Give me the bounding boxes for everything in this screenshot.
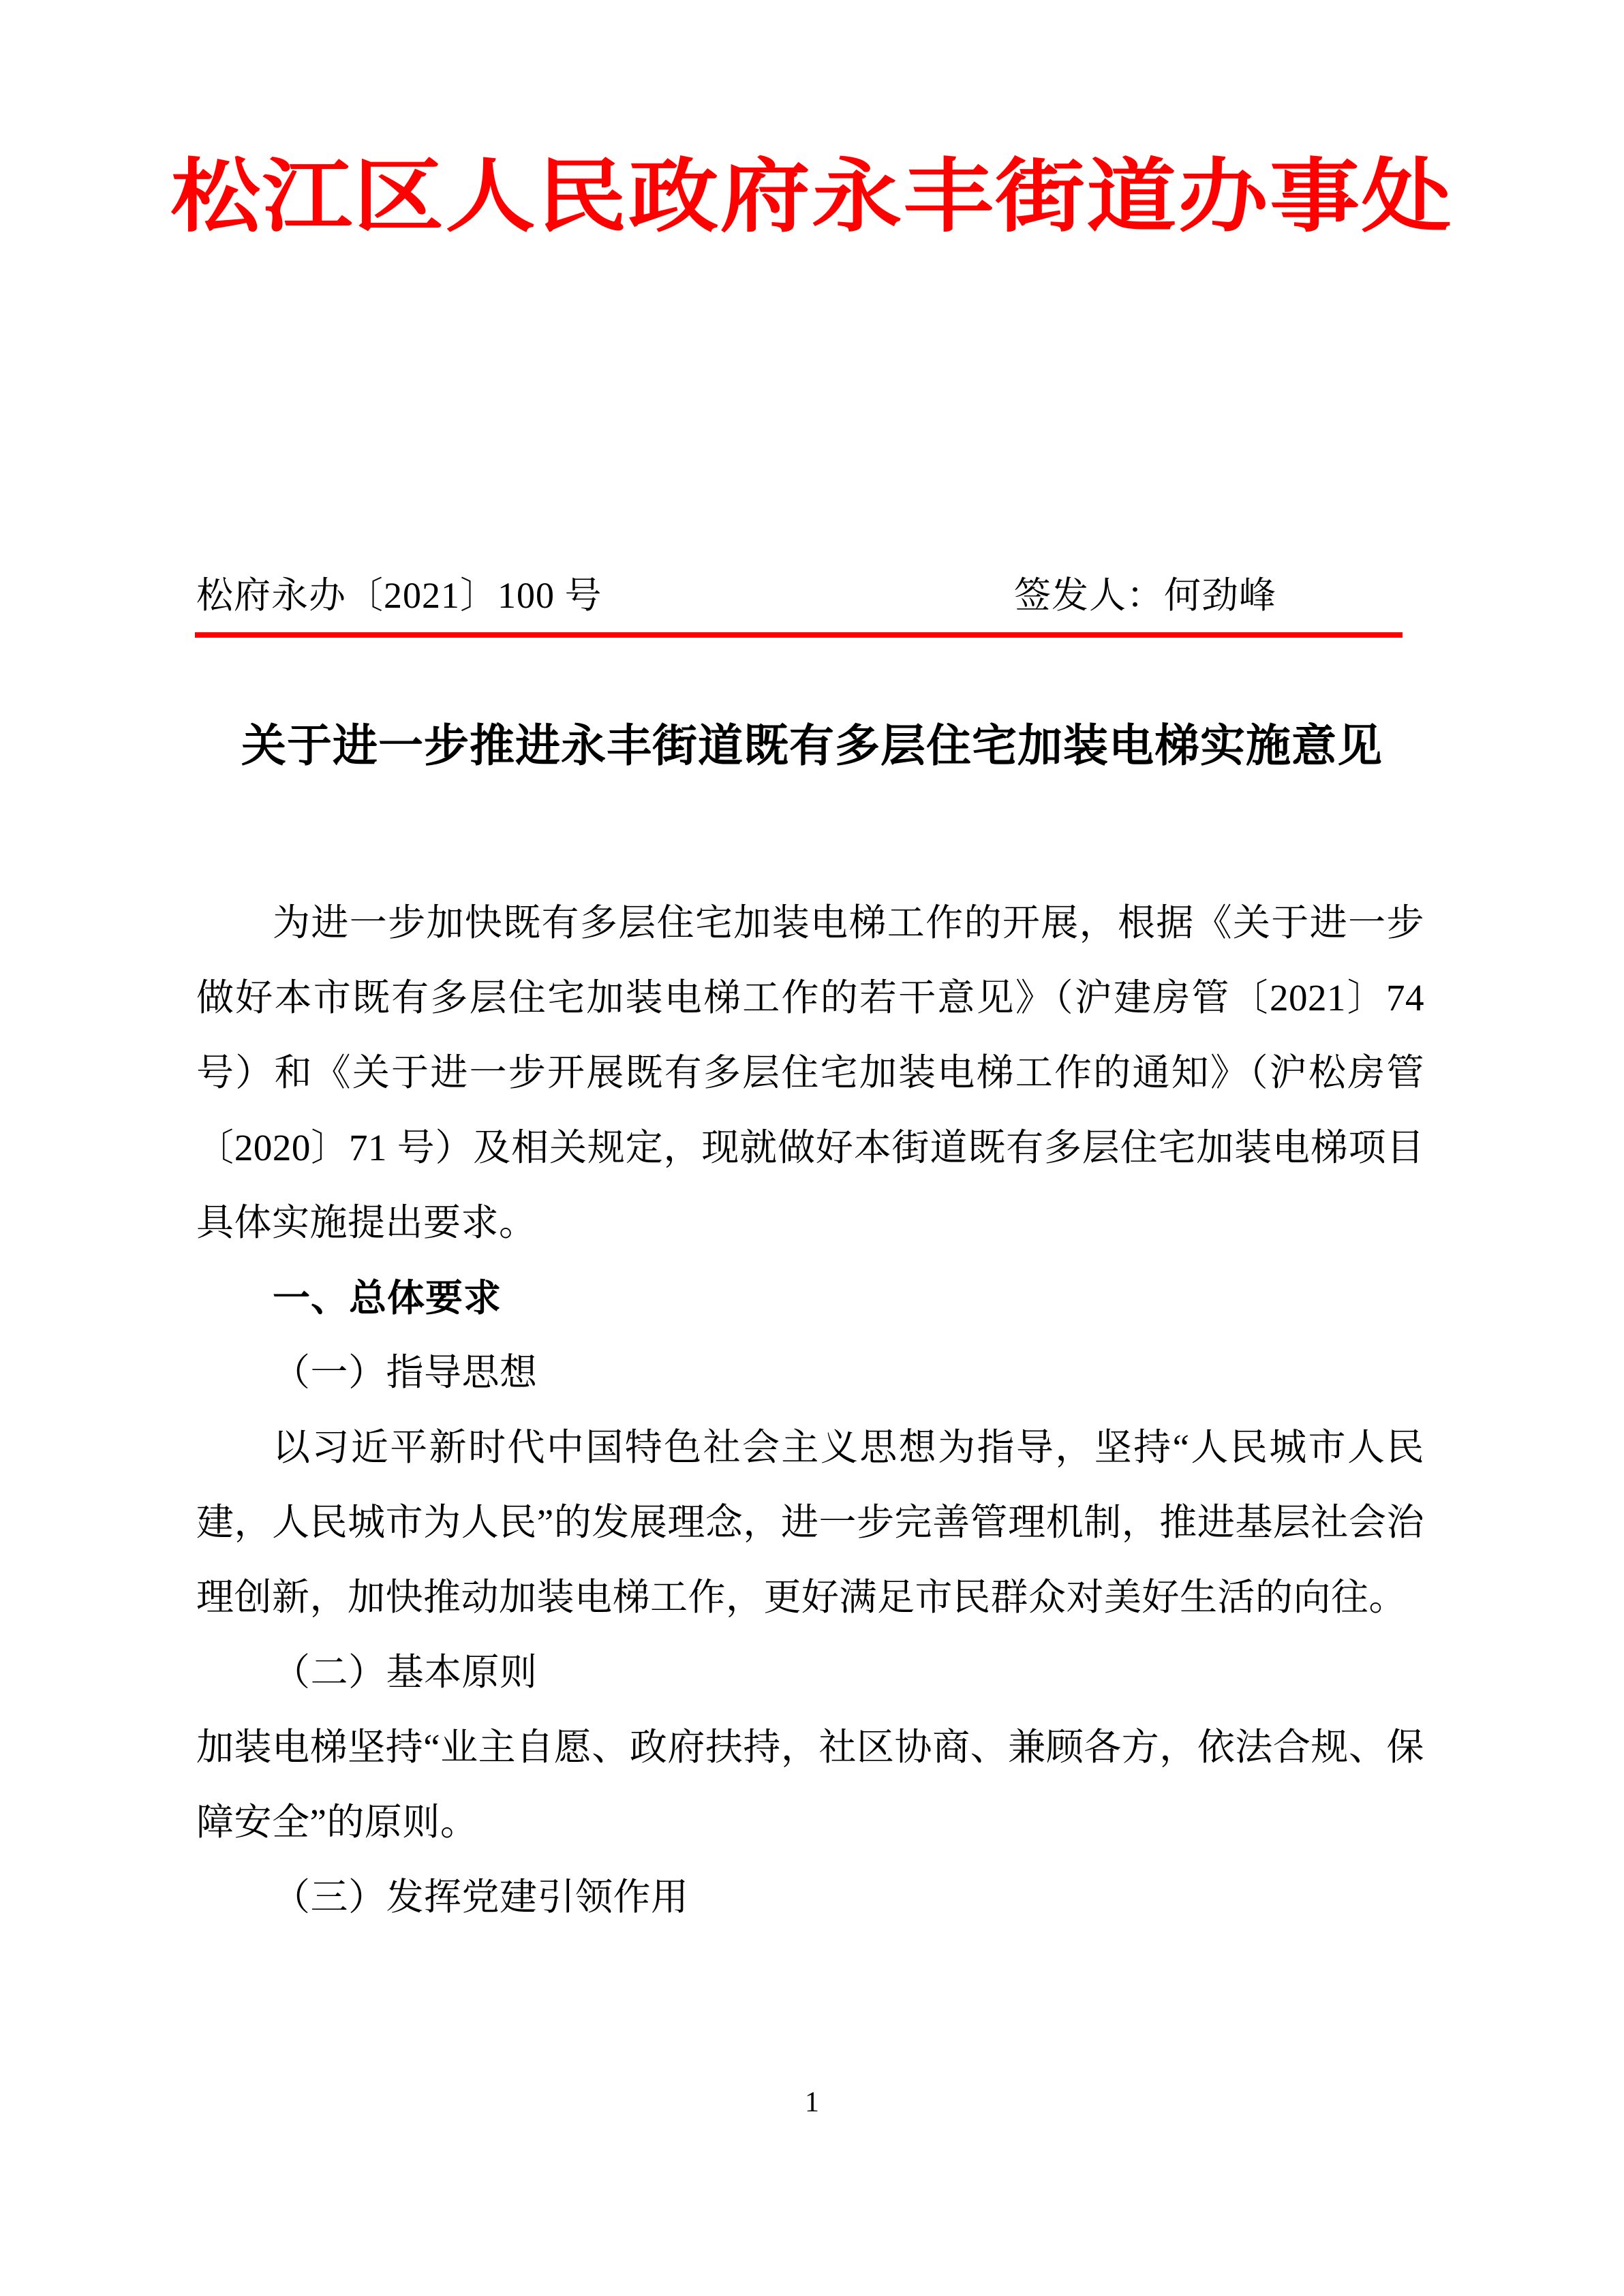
letterhead-organization-title: 松江区人民政府永丰街道办事处 [170, 153, 1454, 242]
page-number: 1 [805, 2087, 819, 2118]
document-body [196, 886, 1424, 1935]
subsection-heading-1-2: （二）基本原则 [273, 1651, 538, 1693]
letterhead [0, 155, 1624, 240]
body-paragraph-3: 加装电梯坚持“业主自愿、政府扶持，社区协商、兼顾各方，依法合规、保障安全”的原则。 [196, 1726, 1424, 1843]
body-paragraph-2: 以习近平新时代中国特色社会主义思想为指导，坚持“人民城市人民建，人民城市为人民”的发展理念，进一步完善管理机制，推进基层社会治理创新，加快推动加装电梯工作，更好满足市民群众对美好生活的向往。 [196, 1427, 1424, 1618]
subsection-heading-1-3: （三）发挥党建引领作用 [273, 1876, 689, 1918]
body-paragraph-1: 为进一步加快既有多层住宅加装电梯工作的开展，根据《关于进一步做好本市既有多层住宅加装电梯工作的若干意见》（沪建房管〔2021〕74 号）和《关于进一步开展既有多层住宅加装电梯工作的通知》（沪松房管〔2020〕71 号）及相关规定，现就做好本街道既有多层住宅加装电梯项目具体实施提出要求。 [196, 902, 1424, 1243]
section-heading-1: 一、总体要求 [273, 1277, 502, 1319]
document-meta-row [196, 571, 1403, 621]
document-signer: 签发人：何劲峰 [1014, 575, 1276, 616]
document-number: 松府永办〔2021〕100 号 [196, 575, 602, 616]
document-title: 关于进一步推进永丰街道既有多层住宅加装电梯实施意见 [241, 722, 1383, 771]
red-separator-rule [195, 632, 1403, 638]
subsection-heading-1-1: （一）指导思想 [273, 1352, 538, 1393]
